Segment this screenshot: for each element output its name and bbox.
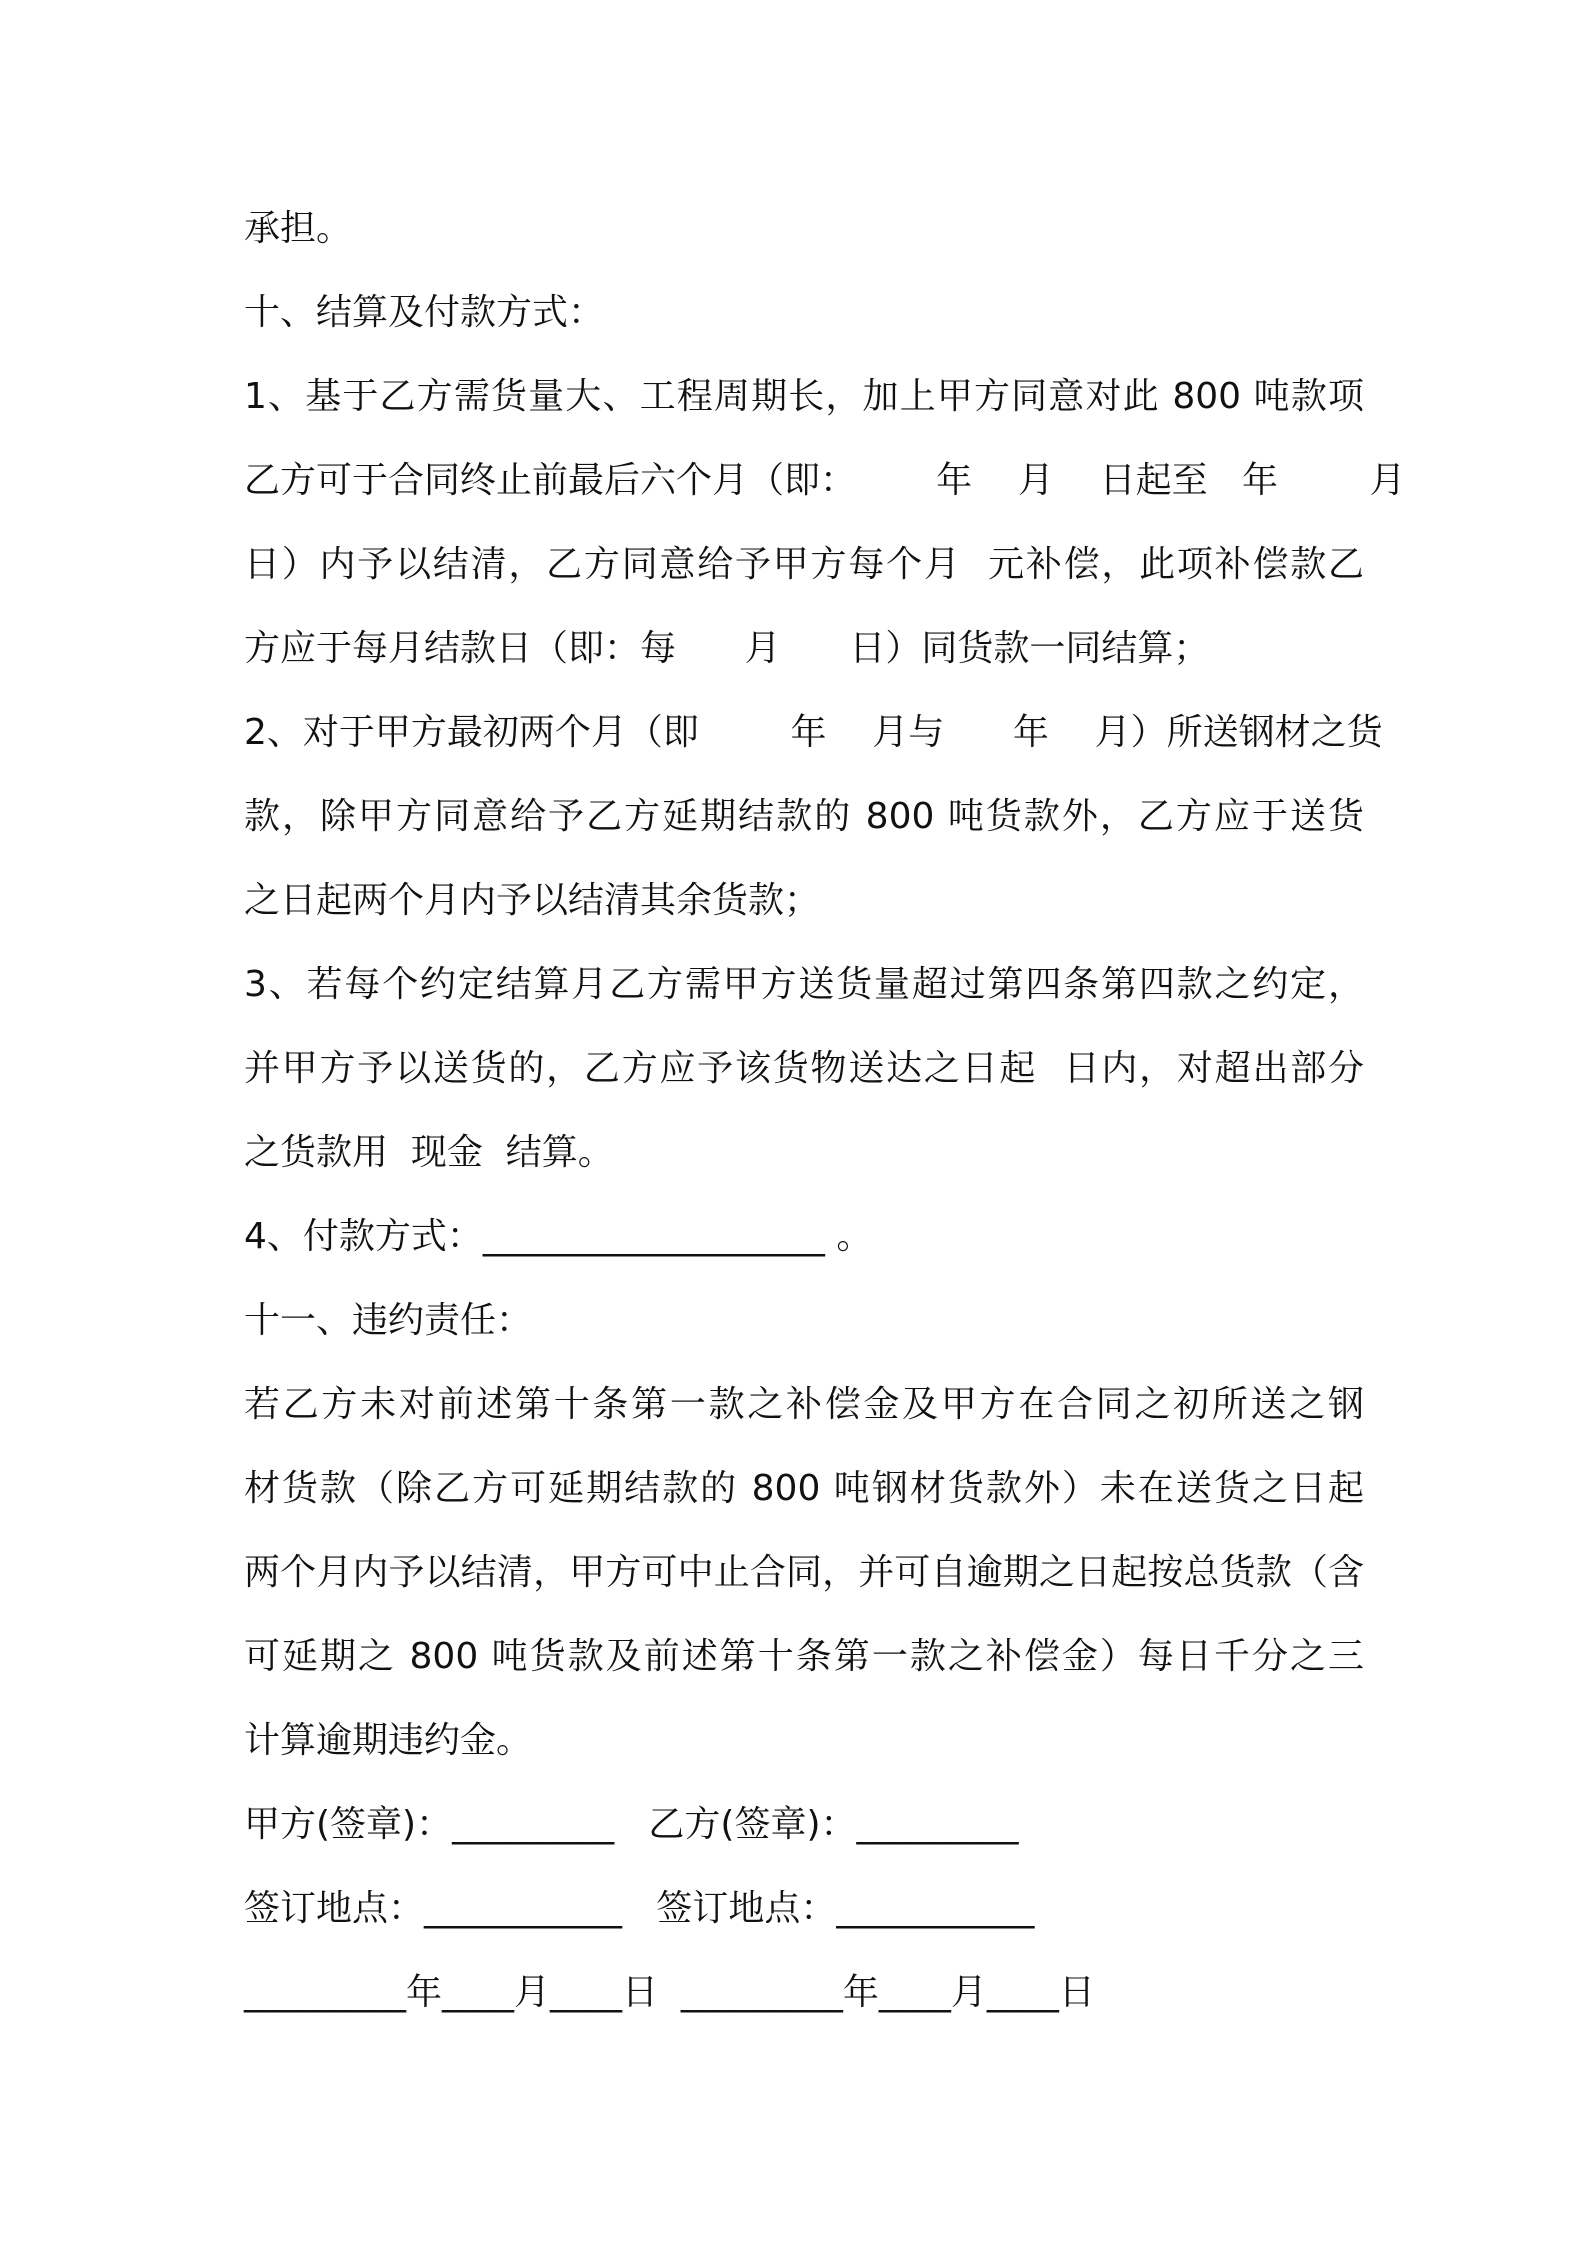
text-line: 之日起两个月内予以结清其余货款； [244,880,821,921]
text-line: 并甲方予以送货的，乙方应予该货物送达之日起 日内，对超出部分 [244,1048,1364,1089]
section-heading-11: 十一、违约责任： [244,1300,533,1341]
text-line: 3、若每个约定结算月乙方需甲方送货量超过第四条第四款之约定， [244,964,1364,1005]
signing-location-line: 签订地点：___________ 签订地点：___________ [244,1888,1035,1929]
text-line: 1、基于乙方需货量大、工程周期长，加上甲方同意对此 800 吨款项 [244,376,1364,417]
text-line: 若乙方未对前述第十条第一款之补偿金及甲方在合同之初所送之钢 [244,1384,1364,1425]
text-line: 2、对于甲方最初两个月（即 年 月与 年 月）所送钢材之货 [244,712,1383,753]
text-line: 承担。 [244,208,353,249]
text-line: 方应于每月结款日（即：每 月 日）同货款一同结算； [244,628,1210,669]
text-line: 可延期之 800 吨货款及前述第十条第一款之补偿金）每日千分之三 [244,1636,1364,1677]
text-line: 之货款用 现金 结算。 [244,1132,614,1173]
text-line: 计算逾期违约金。 [244,1720,533,1761]
text-line: 款，除甲方同意给予乙方延期结款的 800 吨货款外，乙方应于送货 [244,796,1364,837]
section-heading-10: 十、结算及付款方式： [244,292,605,333]
signing-date-line: _________年____月____日 _________年____月____日 [244,1972,1095,2013]
text-line: 材货款（除乙方可延期结款的 800 吨钢材货款外）未在送货之日起 [244,1468,1364,1509]
text-line: 两个月内予以结清，甲方可中止合同，并可自逾期之日起按总货款（含 [244,1552,1364,1593]
payment-method-line: 4、付款方式：___________________ 。 [244,1216,873,1257]
text-line: 乙方可于合同终止前最后六个月（即： 年 月 日起至 年 月 [244,460,1406,501]
signature-line: 甲方(签章)：_________ 乙方(签章)：_________ [244,1804,1019,1845]
text-line: 日）内予以结清，乙方同意给予甲方每个月 元补偿，此项补偿款乙 [244,544,1364,585]
